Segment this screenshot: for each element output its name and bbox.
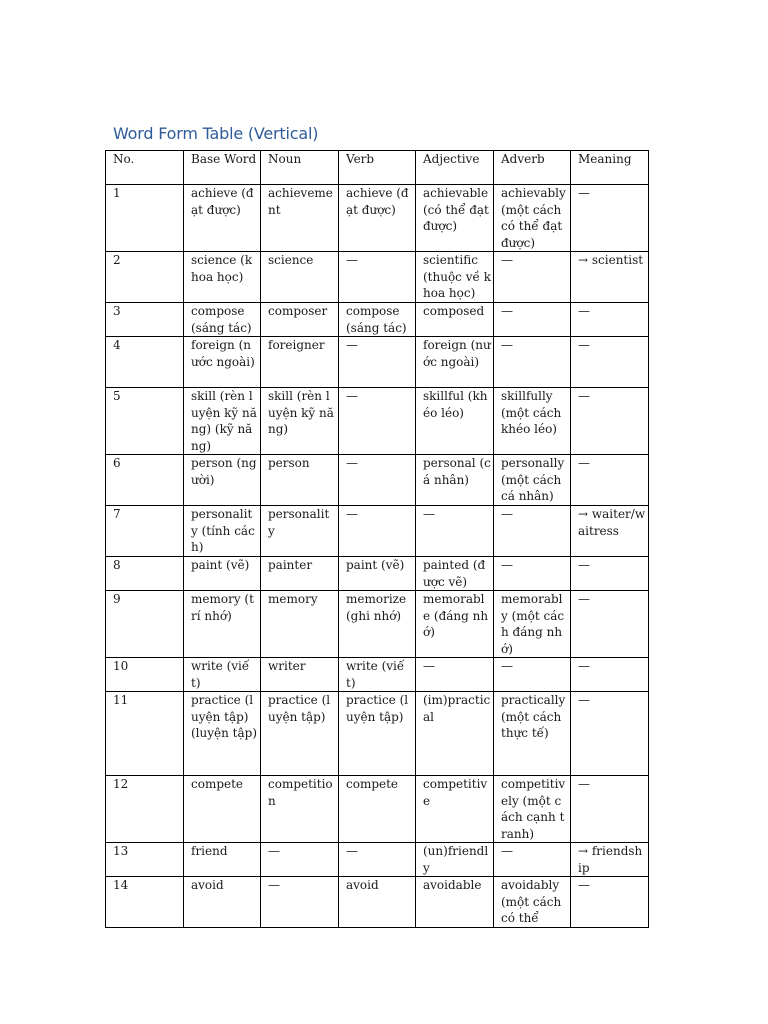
cell-adverb: — [494, 557, 571, 591]
cell-base-word: foreign (nước ngoài) [184, 337, 261, 388]
table-row [106, 388, 649, 455]
cell-noun: science [261, 252, 339, 303]
table-row [106, 506, 649, 557]
header-cell-noun: Noun [261, 151, 339, 185]
cell-meaning: — [571, 591, 649, 658]
cell-base-word: avoid [184, 877, 261, 928]
cell-no: 10 [106, 658, 184, 692]
cell-noun: person [261, 455, 339, 506]
cell-adjective: composed [416, 303, 494, 337]
table-row [106, 776, 649, 843]
table-header-row [106, 151, 649, 185]
cell-adverb: practically (một cách thực tế) [494, 692, 571, 776]
cell-verb: — [339, 337, 416, 388]
cell-meaning: — [571, 877, 649, 928]
cell-no: 7 [106, 506, 184, 557]
table-row [106, 455, 649, 506]
cell-base-word: skill (rèn luyện kỹ năng) (kỹ năng) [184, 388, 261, 455]
header-cell-verb: Verb [339, 151, 416, 185]
cell-base-word: achieve (đạt được) [184, 185, 261, 252]
table-row [106, 843, 649, 877]
cell-verb: — [339, 506, 416, 557]
cell-no: 11 [106, 692, 184, 776]
table-row [106, 303, 649, 337]
cell-base-word: person (người) [184, 455, 261, 506]
table-row [106, 337, 649, 388]
table-row [106, 658, 649, 692]
cell-base-word: science (khoa học) [184, 252, 261, 303]
cell-base-word: practice (luyện tập) (luyện tập) [184, 692, 261, 776]
cell-noun: personality [261, 506, 339, 557]
cell-no: 14 [106, 877, 184, 928]
cell-meaning: → friendship [571, 843, 649, 877]
cell-verb: write (viết) [339, 658, 416, 692]
cell-base-word: write (viết) [184, 658, 261, 692]
cell-base-word: friend [184, 843, 261, 877]
cell-verb: — [339, 455, 416, 506]
cell-noun: achievement [261, 185, 339, 252]
header-cell-no: No. [106, 151, 184, 185]
cell-verb: — [339, 388, 416, 455]
cell-adjective: competitive [416, 776, 494, 843]
cell-meaning: — [571, 337, 649, 388]
cell-no: 1 [106, 185, 184, 252]
header-cell-meaning: Meaning [571, 151, 649, 185]
cell-meaning: — [571, 557, 649, 591]
cell-no: 4 [106, 337, 184, 388]
cell-no: 8 [106, 557, 184, 591]
cell-meaning: — [571, 776, 649, 843]
cell-adjective: — [416, 506, 494, 557]
cell-noun: painter [261, 557, 339, 591]
cell-verb: — [339, 843, 416, 877]
cell-verb: practice (luyện tập) [339, 692, 416, 776]
cell-no: 9 [106, 591, 184, 658]
cell-verb: compose (sáng tác) [339, 303, 416, 337]
cell-meaning: — [571, 303, 649, 337]
cell-adverb: — [494, 337, 571, 388]
cell-verb: paint (vẽ) [339, 557, 416, 591]
cell-adjective: achievable (có thể đạt được) [416, 185, 494, 252]
cell-no: 12 [106, 776, 184, 843]
cell-adverb: competitively (một cách cạnh tranh) [494, 776, 571, 843]
header-cell-adverb: Adverb [494, 151, 571, 185]
cell-verb: compete [339, 776, 416, 843]
cell-noun: composer [261, 303, 339, 337]
cell-adjective: skillful (khéo léo) [416, 388, 494, 455]
cell-adverb: — [494, 658, 571, 692]
cell-no: 13 [106, 843, 184, 877]
cell-noun: foreigner [261, 337, 339, 388]
cell-adjective: (un)friendly [416, 843, 494, 877]
cell-adverb: — [494, 506, 571, 557]
cell-verb: achieve (đạt được) [339, 185, 416, 252]
table-row [106, 591, 649, 658]
cell-adjective: scientific (thuộc về khoa học) [416, 252, 494, 303]
cell-adjective: personal (cá nhân) [416, 455, 494, 506]
cell-adjective: foreign (nước ngoài) [416, 337, 494, 388]
table-row [106, 252, 649, 303]
cell-adverb: — [494, 843, 571, 877]
cell-adjective: painted (được vẽ) [416, 557, 494, 591]
table-row [106, 877, 649, 928]
table-row [106, 185, 649, 252]
cell-adjective: memorable (đáng nhớ) [416, 591, 494, 658]
cell-adverb: — [494, 252, 571, 303]
cell-noun: writer [261, 658, 339, 692]
cell-adverb: skillfully (một cách khéo léo) [494, 388, 571, 455]
header-cell-base-word: Base Word [184, 151, 261, 185]
table-row [106, 557, 649, 591]
cell-meaning: → scientist [571, 252, 649, 303]
cell-verb: memorize (ghi nhớ) [339, 591, 416, 658]
cell-base-word: paint (vẽ) [184, 557, 261, 591]
cell-adjective: (im)practical [416, 692, 494, 776]
cell-verb: avoid [339, 877, 416, 928]
cell-meaning: — [571, 455, 649, 506]
cell-adverb: memorably (một cách đáng nhớ) [494, 591, 571, 658]
cell-base-word: compete [184, 776, 261, 843]
table-title: Word Form Table (Vertical) [113, 124, 319, 143]
cell-noun: — [261, 877, 339, 928]
cell-no: 2 [106, 252, 184, 303]
cell-meaning: — [571, 658, 649, 692]
cell-adverb: personally (một cách cá nhân) [494, 455, 571, 506]
cell-base-word: personality (tính cách) [184, 506, 261, 557]
cell-adverb: avoidably (một cách có thể [494, 877, 571, 928]
cell-adjective: — [416, 658, 494, 692]
cell-base-word: memory (trí nhớ) [184, 591, 261, 658]
cell-adjective: avoidable [416, 877, 494, 928]
cell-no: 3 [106, 303, 184, 337]
table-row [106, 692, 649, 776]
cell-meaning: — [571, 388, 649, 455]
cell-base-word: compose (sáng tác) [184, 303, 261, 337]
word-form-table [105, 150, 649, 928]
cell-noun: skill (rèn luyện kỹ năng) [261, 388, 339, 455]
cell-verb: — [339, 252, 416, 303]
cell-adverb: achievably (một cách có thể đạt được) [494, 185, 571, 252]
cell-noun: memory [261, 591, 339, 658]
cell-noun: competition [261, 776, 339, 843]
header-cell-adjective: Adjective [416, 151, 494, 185]
cell-no: 5 [106, 388, 184, 455]
cell-meaning: → waiter/waitress [571, 506, 649, 557]
cell-adverb: — [494, 303, 571, 337]
cell-noun: practice (luyện tập) [261, 692, 339, 776]
cell-noun: — [261, 843, 339, 877]
cell-meaning: — [571, 185, 649, 252]
cell-no: 6 [106, 455, 184, 506]
cell-meaning: — [571, 692, 649, 776]
